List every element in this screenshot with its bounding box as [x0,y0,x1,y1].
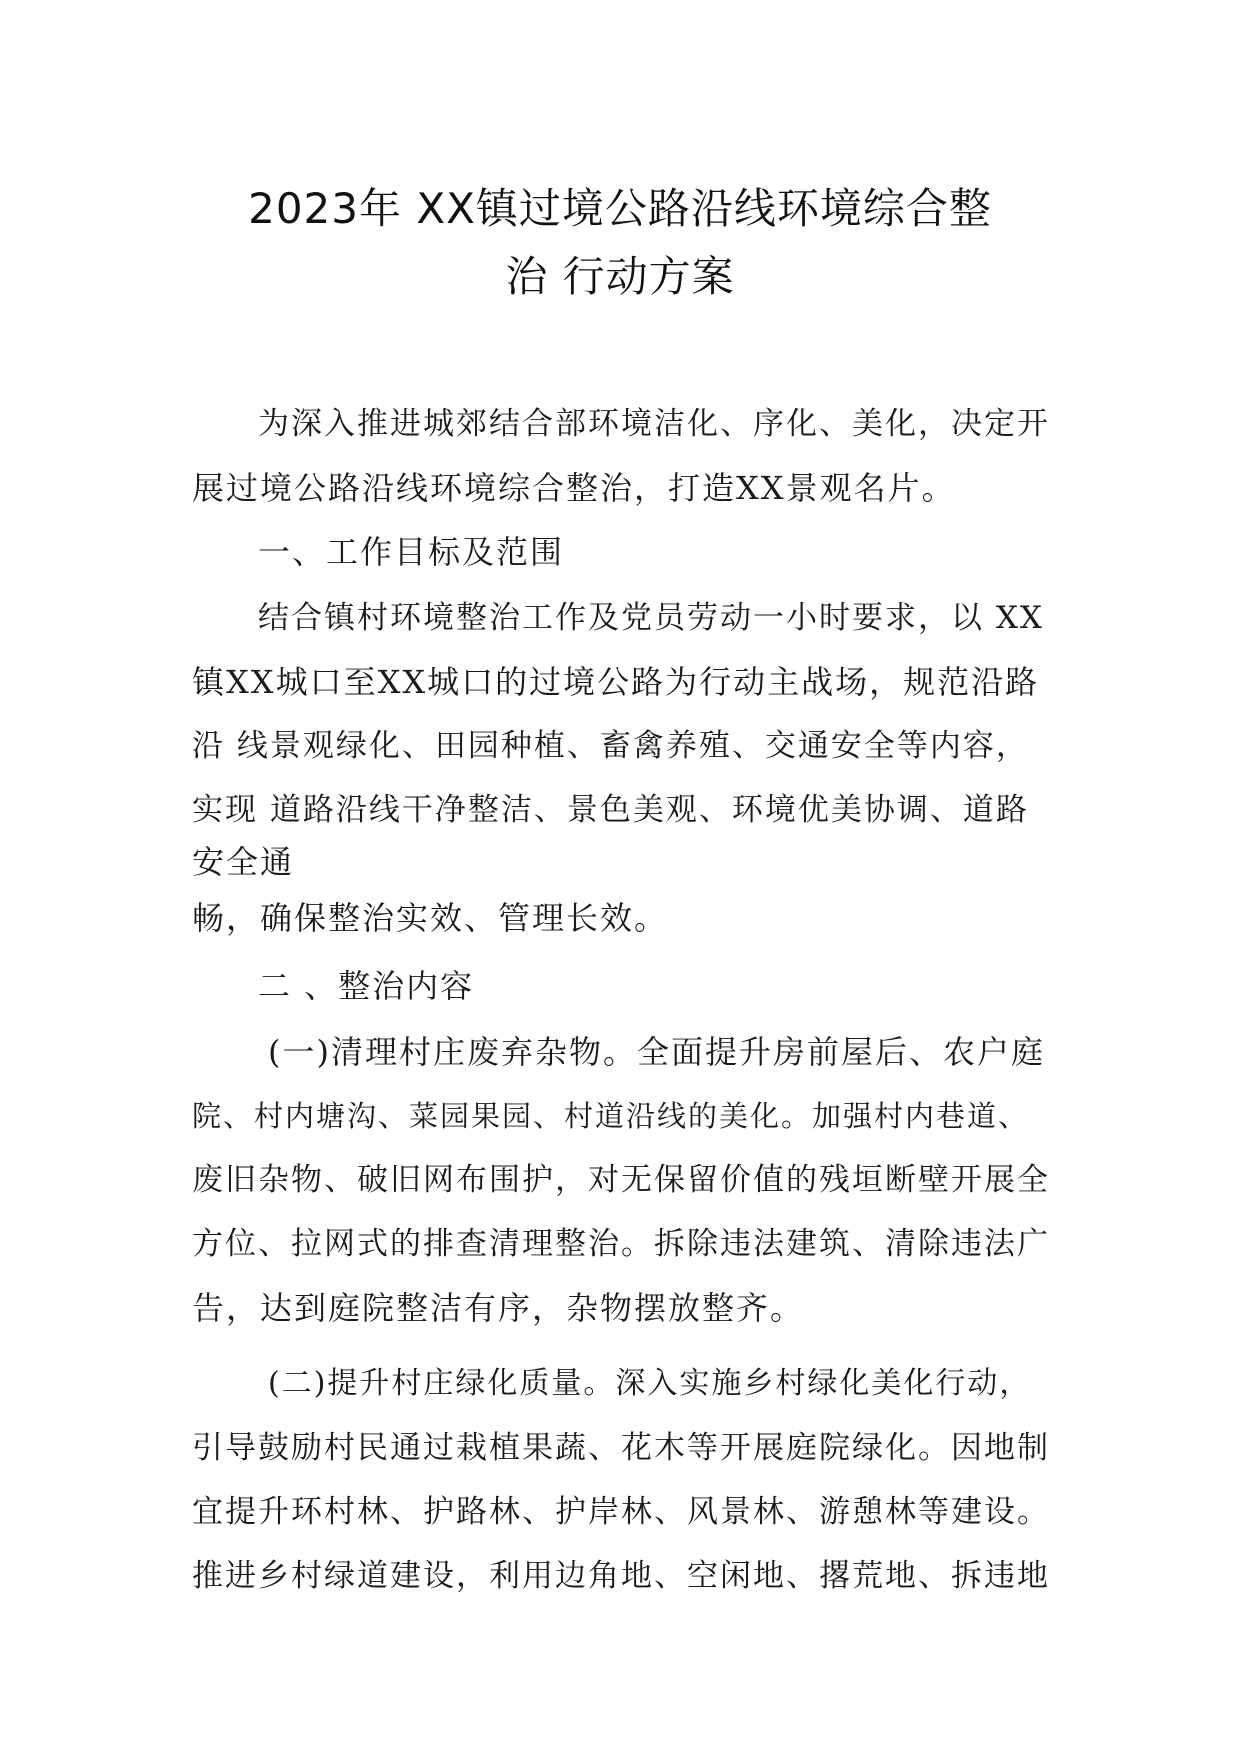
paragraph-goal-line-1: 结合镇村环境整治工作及党员劳动一小时要求，以 XX [258,600,1044,636]
paragraph-item1-line-5: 告，达到庭院整洁有序，杂物摆放整齐。 [192,1289,805,1327]
paragraph-item1-line-4: 方位、拉网式的排查清理整治。拆除违法建筑、清除违法广 [192,1226,1050,1262]
paragraph-item1-line-3: 废旧杂物、破旧网布围护，对无保留价值的残垣断壁开展全 [192,1162,1050,1198]
paragraph-item2-line-4: 推进乡村绿道建设，利用边角地、空闲地、撂荒地、拆违地 [192,1558,1050,1594]
paragraph-intro-line-1: 为深入推进城郊结合部环境洁化、序化、美化，决定开 [258,406,1050,442]
paragraph-item2-line-2: 引导鼓励村民通过栽植果蔬、花木等开展庭院绿化。因地制 [192,1430,1050,1466]
paragraph-goal-line-4: 实现 道路沿线干净整洁、景色美观、环境优美协调、道路 [192,792,1029,828]
document-title-line-1: 2023年 XX镇过境公路沿线环境综合整 [248,184,992,233]
paragraph-item2-line-3: 宜提升环村林、护路林、护岸林、风景林、游憩林等建设。 [192,1494,1050,1530]
paragraph-goal-line-3: 沿 线景观绿化、田园种植、畜禽养殖、交通安全等内容， [192,728,1029,764]
paragraph-item1-line-1: (一)清理村庄废弃杂物。全面提升房前屋后、农户庭 [268,1033,1045,1071]
section-heading-2: 二 、整治内容 [258,967,475,1005]
paragraph-goal-line-2: 镇XX城口至XX城口的过境公路为行动主战场，规范沿路 [192,663,1040,701]
paragraph-item2-line-1: (二)提升村庄绿化质量。深入实施乡村绿化美化行动， [268,1366,1032,1401]
paragraph-intro-line-2: 展过境公路沿线环境综合整治，打造XX景观名片。 [192,469,956,507]
paragraph-goal-line-6: 畅，确保整治实效、管理长效。 [192,899,669,937]
paragraph-item1-line-2: 院、村内塘沟、菜园果园、村道沿线的美化。加强村内巷道、 [192,1099,1030,1133]
section-heading-1: 一、工作目标及范围 [258,533,565,571]
document-title-line-2: 治 行动方案 [505,252,735,301]
paragraph-goal-line-5: 安全通 [192,843,295,881]
